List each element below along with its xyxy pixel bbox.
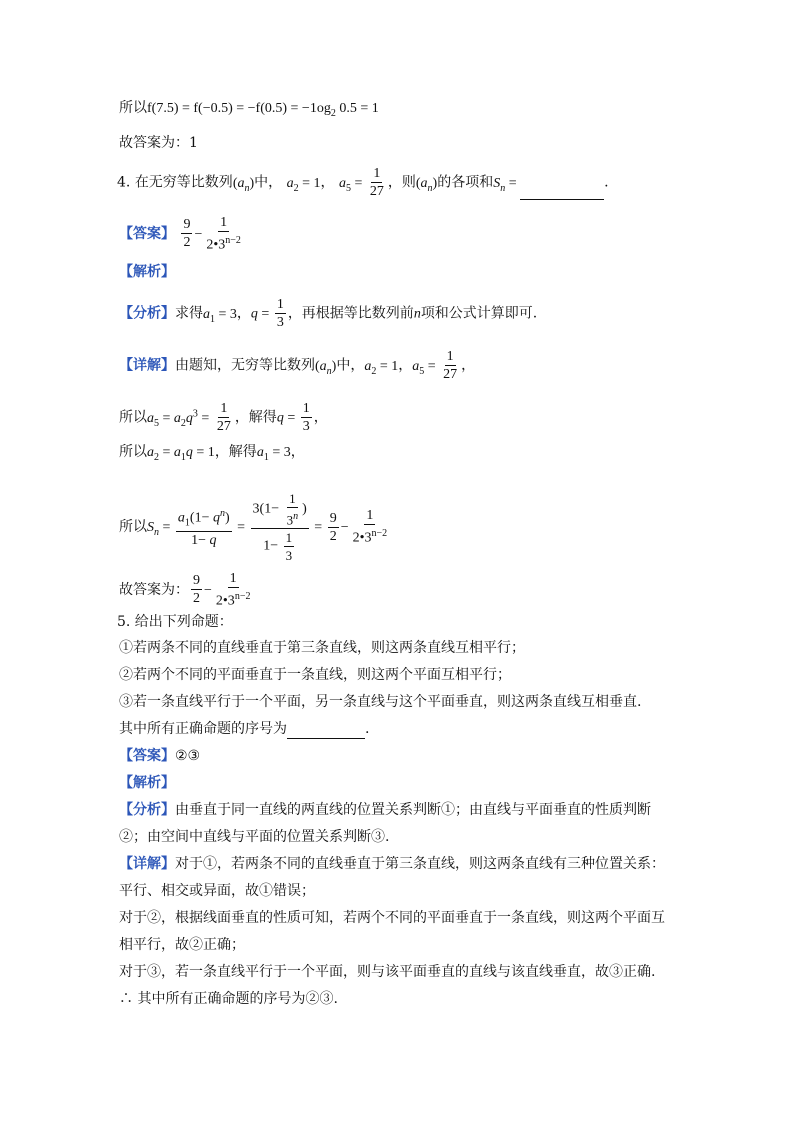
answer-q4: 【答案】 $\frac{9}{2}$ − $\frac{1}{2•3^{n-2}}$ <box>119 215 241 253</box>
proposition-2: ②若两个不同的平面垂直于一条直线，则这两个平面互相平行； <box>119 667 511 683</box>
detail-q5-3: 对于②，根据线面垂直的性质可知，若两个不同的平面垂直于一条直线，则这两个平面互 <box>119 910 665 926</box>
answer-line-q4: 故答案为： $\frac{9}{2}$ − $\frac{1}{2•3^{n-2}}$ <box>119 571 251 609</box>
detail-q5-1: 【详解】对于①，若两条不同的直线垂直于第三条直线，则这两条直线有三种位置关系： <box>119 856 665 872</box>
analysis-tag-q4: 【解析】 <box>119 264 175 280</box>
step-q4-2: 所以$a_2 = a_1q = 1$，解得$a_1 = 3$， <box>119 444 305 463</box>
analysis-q5-1: 【分析】由垂直于同一直线的两直线的位置关系判断①；由直线与平面垂直的性质判断 <box>119 802 651 818</box>
question-4: 4. 在无穷等比数列$(a_n)$中， $a_2 = 1$， $a_5$ = $\frac{1}{27}$ ，则$(a_n)$的各项和$S_n$ = . <box>117 166 609 199</box>
analysis-tag-q5: 【解析】 <box>119 775 175 791</box>
detail-q5-5: 对于③，若一条直线平行于一个平面，则与该平面垂直的直线与该直线垂直，故③正确. <box>119 964 656 980</box>
analysis-q5-2: ②；由空间中直线与平面的位置关系判断③. <box>119 829 390 845</box>
answer-blank-q5 <box>287 738 365 739</box>
calc-line-f75: 所以$f(7.5) = f(-0.5) = -f(0.5) = -1og_2$ 0.5 = 1 <box>119 100 379 119</box>
detail-q5-4: 相平行，故②正确； <box>119 937 245 953</box>
analysis-q4: 【分析】求得$a_1 = 3$，q = $\frac{1}{3}$ ，再根据等比数列前n项和公式计算即可. <box>119 297 538 330</box>
proposition-3: ③若一条直线平行于一个平面，另一条直线与这个平面垂直，则这两条直线互相垂直. <box>119 694 642 710</box>
step-q4-3: 所以$S_n$ = $\frac{a_1(1- q^n)}{1- q}$ = 3(1− $\frac{1}{3^n}$ ) 1− $\frac{1}{3}$ = $\frac{9}{2}$ − $\frac{1}{2•3^{n-2}}$ <box>119 491 388 564</box>
question-5-title: 5. 给出下列命题： <box>117 614 233 630</box>
step-q4-1: 所以$a_5 = a_2q^3$ = $\frac{1}{27}$ ，解得q = $\frac{1}{3}$ ， <box>119 401 328 434</box>
detail-q4: 【详解】由题知，无穷等比数列$(a_n)$中，$a_2 = 1$，$a_5$ = $\frac{1}{27}$ ， <box>119 349 476 382</box>
answer-q5: 【答案】②③ <box>119 748 201 764</box>
answer-line-q3: 故答案为：1 <box>119 135 198 151</box>
detail-q5-6: ∴ 其中所有正确命题的序号为②③. <box>119 991 338 1007</box>
answer-blank-q4 <box>520 199 604 200</box>
question-5-ask: 其中所有正确命题的序号为 . <box>119 721 370 737</box>
proposition-1: ①若两条不同的直线垂直于第三条直线，则这两条直线互相平行； <box>119 640 525 656</box>
detail-q5-2: 平行、相交或异面，故①错误； <box>119 883 315 899</box>
